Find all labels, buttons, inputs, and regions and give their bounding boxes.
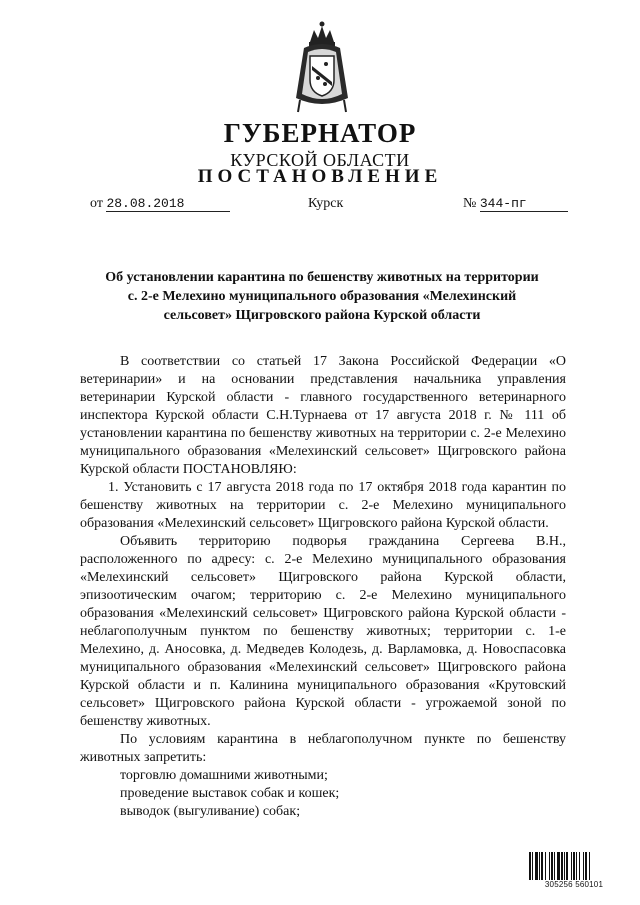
document-city: Курск <box>308 196 344 211</box>
barcode-bar <box>549 852 550 882</box>
barcode-bar <box>535 852 538 882</box>
barcode-bar <box>589 852 590 882</box>
barcode-bar <box>573 852 575 882</box>
barcode-bar <box>566 852 568 882</box>
document-number <box>463 196 568 212</box>
barcode-bar <box>532 852 533 882</box>
barcode-bar <box>576 852 577 882</box>
barcode-bar <box>561 852 563 882</box>
document-title <box>72 268 572 325</box>
coat-of-arms-emblem <box>290 20 354 120</box>
body-paragraph: 1. Установить с 17 августа 2018 года по 17 октября 2018 года карантин по бешенству животных на территории с. 2-е Мелехино муниципального образования «Мелехинский сельсовет» Щигровского района Курской области. <box>80 480 566 531</box>
barcode-bar <box>585 852 587 882</box>
governor-heading: ГУБЕРНАТОР <box>223 118 417 148</box>
barcode-bar <box>545 852 546 882</box>
barcode-bar <box>557 852 560 882</box>
list-item: проведение выставок собак и кошек; <box>120 786 340 801</box>
number-value: 344-пг <box>480 196 568 212</box>
date-value: 28.08.2018 <box>106 196 230 212</box>
barcode-bar <box>551 852 553 882</box>
body-paragraph: В соответствии со статьей 17 Закона Российской Федерации «О ветеринарии» и на основании представления начальника управления ветеринарии Курской области - главного государственного ветеринарного инспектора Курской области С.Н.Турнаева от 17 августа 2018 г. № 111 об установлении карантина по бешенству животных на территории с. 2-е Мелехино муниципального образования «Мелехинский сельсовет» Щигровского района Курской области ПОСТАНОВЛЯЮ: <box>80 354 566 477</box>
date-prefix: от <box>90 196 103 211</box>
list-item: торговлю домашними животными; <box>120 768 328 783</box>
barcode-bar <box>564 852 565 882</box>
body-paragraph: Объявить территорию подворья гражданина Сергеева В.Н., расположенного по адресу: с. 2-е Мелехино муниципального образования «Мелехинский сельсовет» Щигровского района Курской области, эпизоотическим очагом; территорию с. 2-е Мелехино муниципального образования «Мелехинский сельсовет» Щигровского района Курской области - неблагополучным пунктом по бешенству животных; территории с. 1-е Мелехино, д. Аносовка, д. Медведев Колодезь, д. Варламовка, д. Новоспасовка муниципального образования «Мелехинский сельсовет» Щигровского района Курской области и п. Калинина муниципального образования «Крутовский сельсовет» Щигровского района Курской области - угрожаемой зоной по бешенству животных. <box>80 534 566 729</box>
barcode-bar <box>579 852 580 882</box>
barcode-bar <box>529 852 531 882</box>
document-date <box>90 196 230 212</box>
barcode-bar <box>583 852 584 882</box>
barcode-bar <box>541 852 543 882</box>
title-line: Об установлении карантина по бешенству животных на территории <box>105 270 539 285</box>
list-item: выводок (выгуливание) собак; <box>120 804 301 819</box>
barcode-number: 305256 560101 <box>528 880 620 889</box>
barcode-bar <box>554 852 555 882</box>
body-paragraph: По условиям карантина в неблагополучном пункте по бешенству животных запретить: <box>80 732 566 765</box>
number-prefix: № <box>463 196 477 211</box>
document-body <box>80 353 566 821</box>
region-heading: КУРСКОЙ ОБЛАСТИ <box>230 150 410 170</box>
barcode-bar <box>539 852 540 882</box>
document-type-heading: ПОСТАНОВЛЕНИЕ <box>197 166 443 187</box>
title-line: сельсовет» Щигровского района Курской области <box>163 308 481 323</box>
barcode-bar <box>571 852 572 882</box>
title-line: с. 2-е Мелехино муниципального образования «Мелехинский <box>127 289 517 304</box>
